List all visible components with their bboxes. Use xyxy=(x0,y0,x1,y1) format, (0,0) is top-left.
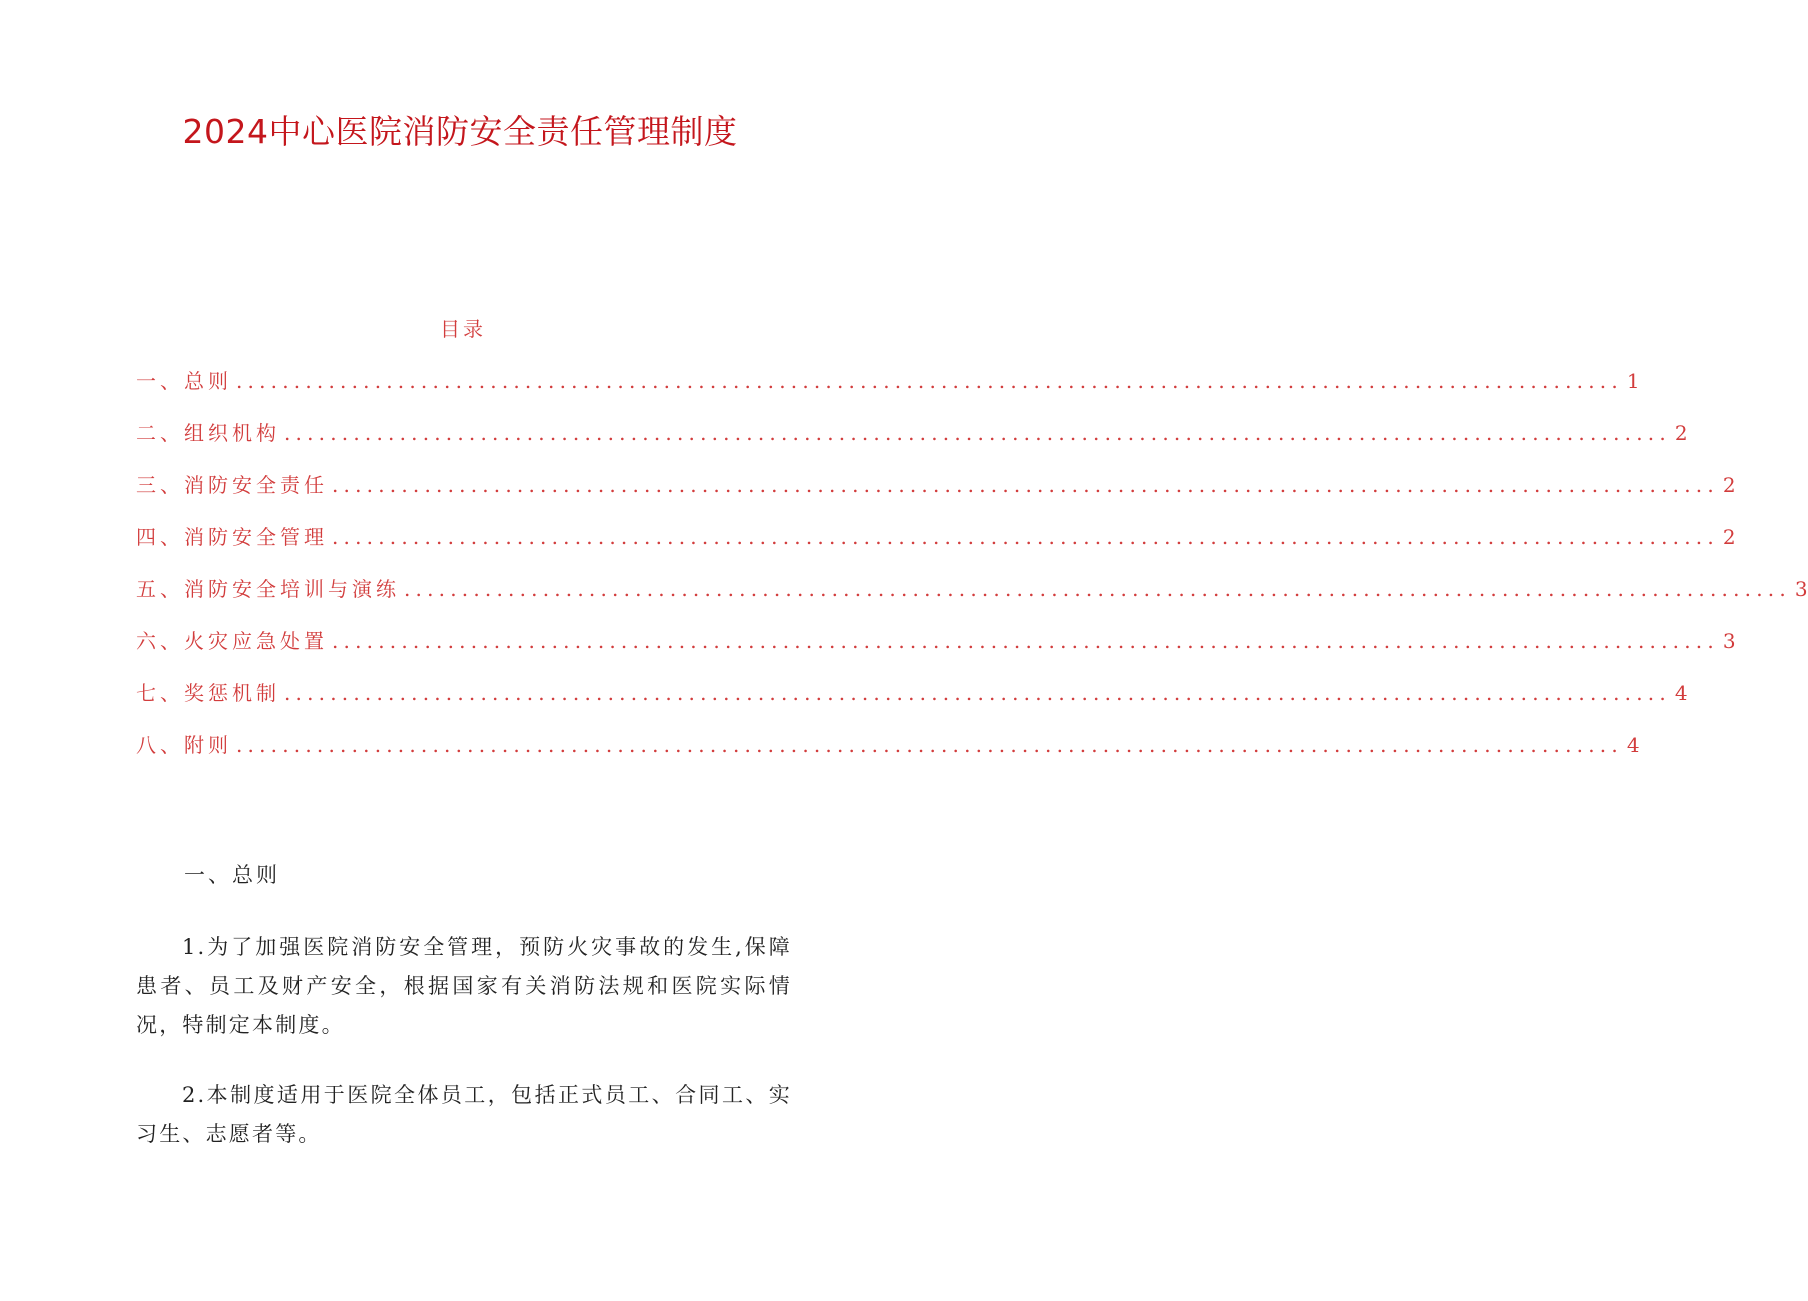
toc-page-number: 2 xyxy=(1674,421,1688,445)
toc-item-general-provisions[interactable] xyxy=(136,366,1640,418)
toc-page-number: 4 xyxy=(1674,681,1688,705)
body-paragraph: 2.本制度适用于医院全体员工，包括正式员工、合同工、实习生、志愿者等。 xyxy=(136,1083,792,1146)
toc-heading: 目录 xyxy=(440,317,486,341)
toc-dot-leader: ........................................................................................................................ xyxy=(236,369,1623,393)
toc-item-label: 一、总则 xyxy=(136,369,232,393)
toc-item-label: 七、奖惩机制 xyxy=(136,681,280,705)
toc-dot-leader: ........................................................................................................................ xyxy=(332,525,1719,549)
toc-page-number: 4 xyxy=(1626,733,1640,757)
toc-dot-leader: ........................................................................................................................ xyxy=(332,629,1719,653)
table-of-contents xyxy=(136,366,1808,782)
toc-item-label: 三、消防安全责任 xyxy=(136,473,328,497)
toc-item-organization[interactable] xyxy=(136,418,1688,470)
toc-item-label: 八、附则 xyxy=(136,733,232,757)
toc-item-fire-emergency-response[interactable] xyxy=(136,626,1736,678)
toc-item-fire-safety-responsibility[interactable] xyxy=(136,470,1736,522)
toc-item-label: 六、火灾应急处置 xyxy=(136,629,328,653)
toc-item-fire-safety-management[interactable] xyxy=(136,522,1736,574)
toc-dot-leader: ........................................................................................................................ xyxy=(404,577,1791,601)
toc-dot-leader: ........................................................................................................................ xyxy=(332,473,1719,497)
toc-item-label: 二、组织机构 xyxy=(136,421,280,445)
toc-dot-leader: ........................................................................................................................ xyxy=(284,421,1671,445)
toc-item-rewards-and-penalties[interactable] xyxy=(136,678,1688,730)
toc-item-supplementary-provisions[interactable] xyxy=(136,730,1640,782)
toc-page-number: 3 xyxy=(1794,577,1808,601)
toc-page-number: 2 xyxy=(1722,473,1736,497)
toc-item-label: 四、消防安全管理 xyxy=(136,525,328,549)
toc-page-number: 3 xyxy=(1722,629,1736,653)
section-heading: 一、总则 xyxy=(184,863,280,887)
toc-dot-leader: ........................................................................................................................ xyxy=(284,681,1671,705)
body-paragraph: 1.为了加强医院消防安全管理，预防火灾事故的发生,保障患者、员工及财产安全，根据国家有关消防法规和医院实际情况，特制定本制度。 xyxy=(136,935,792,1037)
toc-page-number: 1 xyxy=(1626,369,1640,393)
toc-item-training-and-drills[interactable] xyxy=(136,574,1808,626)
toc-item-label: 五、消防安全培训与演练 xyxy=(136,577,400,601)
toc-dot-leader: ........................................................................................................................ xyxy=(236,733,1623,757)
toc-page-number: 2 xyxy=(1722,525,1736,549)
document-title: 2024中心医院消防安全责任管理制度 xyxy=(182,112,738,151)
